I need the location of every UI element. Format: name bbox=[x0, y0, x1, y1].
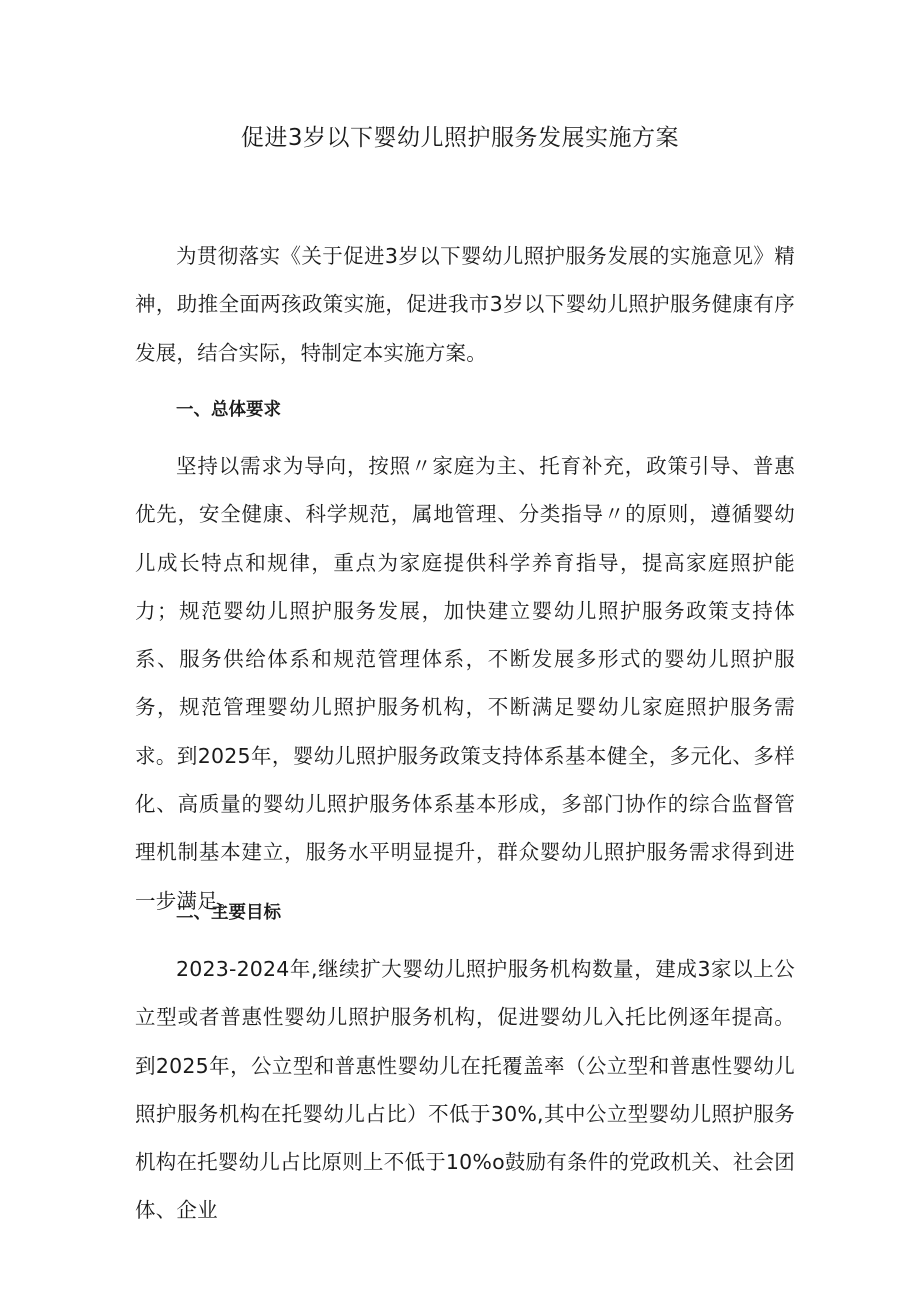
section-2-paragraph-block bbox=[135, 945, 795, 1235]
section-2-paragraph: 2023-2024年,继续扩大婴幼儿照护服务机构数量，建成3家以上公立型或者普惠性婴幼儿照护服务机构，促进婴幼儿入托比例逐年提高。到2025年，公立型和普惠性婴幼儿在托覆盖率（公立型和普惠性婴幼儿照护服务机构在托婴幼儿占比）不低于30%,其中公立型婴幼儿照护服务机构在托婴幼儿占比原则上不低于10%o鼓励有条件的党政机关、社会团体、企业 bbox=[135, 957, 795, 1223]
section-1-paragraph: 坚持以需求为导向，按照〃家庭为主、托育补充，政策引导、普惠优先，安全健康、科学规范，属地管理、分类指导〃的原则，遵循婴幼儿成长特点和规律，重点为家庭提供科学养育指导，提高家庭照护能力；规范婴幼儿照护服务发展，加快建立婴幼儿照护服务政策支持体系、服务供给体系和规范管理体系，不断发展多形式的婴幼儿照护服务，规范管理婴幼儿照护服务机构，不断满足婴幼儿家庭照护服务需求。到2025年，婴幼儿照护服务政策支持体系基本健全，多元化、多样化、高质量的婴幼儿照护服务体系基本形成，多部门协作的综合监督管理机制基本建立，服务水平明显提升，群众婴幼儿照护服务需求得到进一步满足。 bbox=[135, 454, 795, 913]
section-2-heading: 二、主要目标 bbox=[176, 903, 281, 923]
section-1-paragraph-block bbox=[135, 442, 795, 925]
intro-paragraph-block bbox=[135, 232, 795, 377]
document-title: 促进3岁以下婴幼儿照护服务发展实施方案 bbox=[240, 125, 680, 151]
section-1-heading: 一、总体要求 bbox=[176, 400, 281, 420]
intro-paragraph: 为贯彻落实《关于促进3岁以下婴幼儿照护服务发展的实施意见》精神，助推全面两孩政策实施，促进我市3岁以下婴幼儿照护服务健康有序发展，结合实际，特制定本实施方案。 bbox=[135, 244, 795, 365]
section-2-heading-block bbox=[135, 893, 795, 933]
section-1-heading-block bbox=[135, 390, 795, 430]
